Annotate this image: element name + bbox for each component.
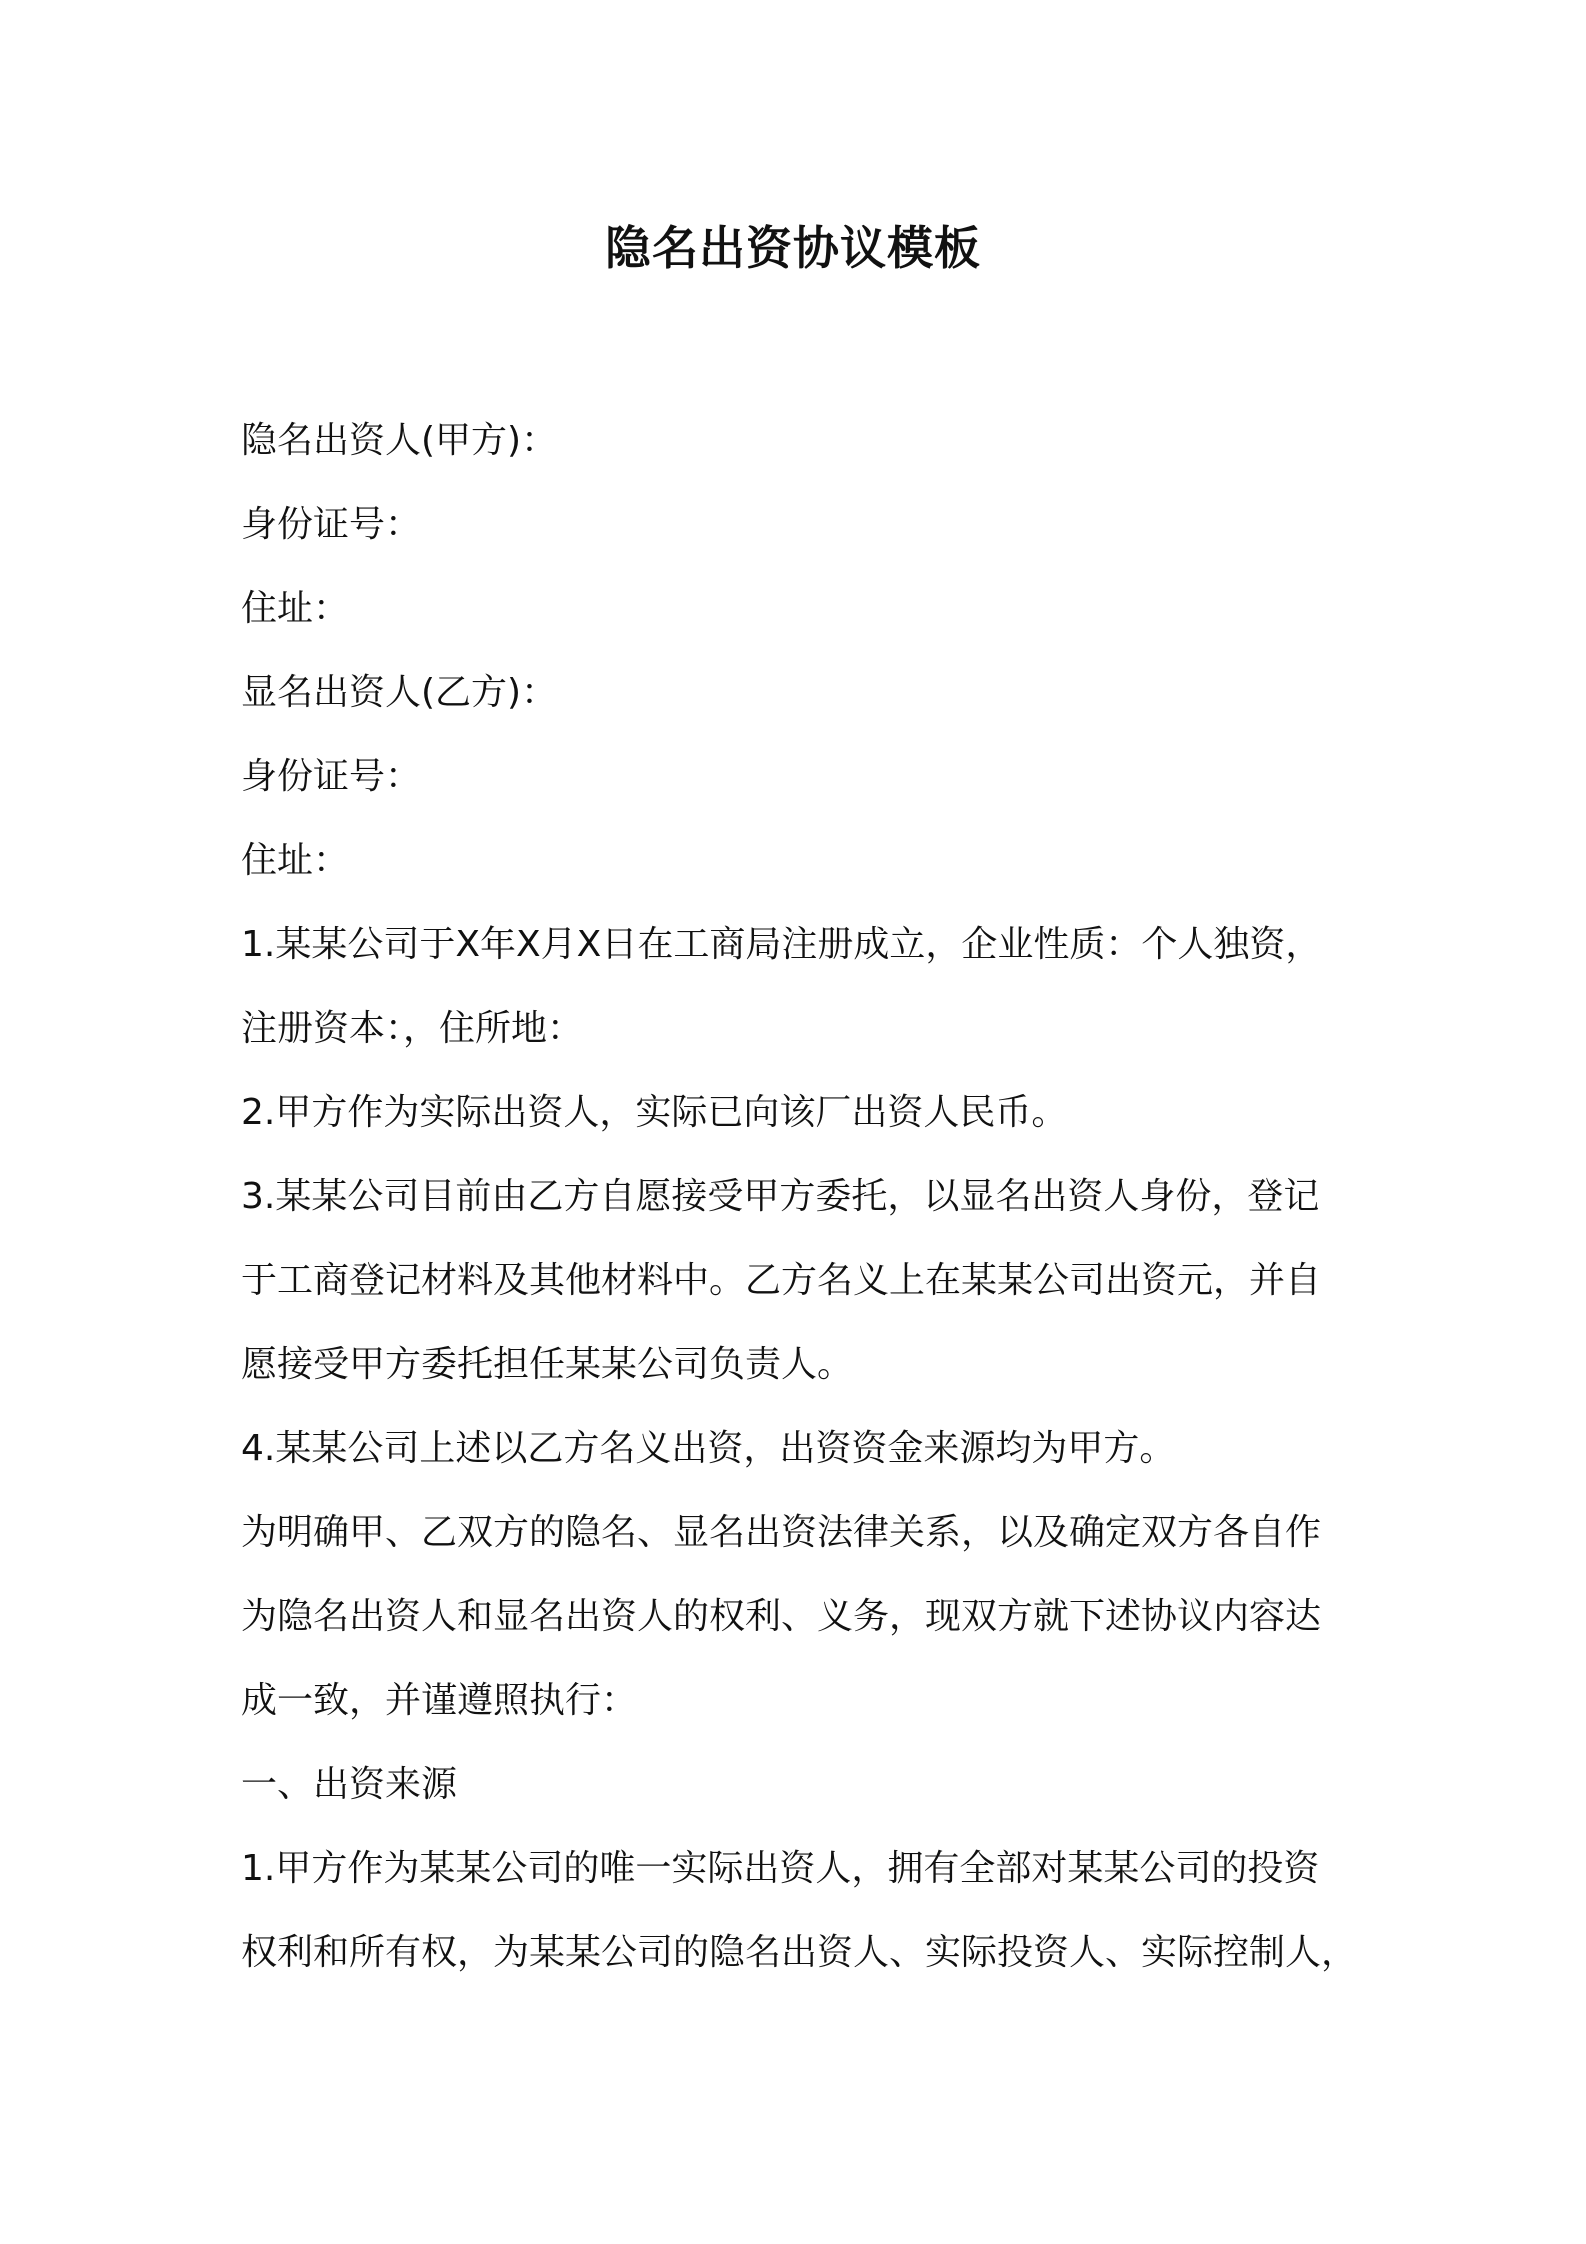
party-b-id-line: 身份证号：	[241, 756, 422, 797]
party-b-address-line: 住址：	[241, 840, 350, 881]
document-title: 隐名出资协议模板	[605, 221, 981, 275]
party-a-address-line: 住址：	[241, 588, 350, 629]
clause-3-line: 愿接受甲方委托担任某某公司负责人。	[241, 1344, 854, 1385]
section-1-clause-1-line: 权利和所有权，为某某公司的隐名出资人、实际投资人、实际控制人，	[241, 1932, 1358, 1973]
clause-4-line: 4.某某公司上述以乙方名义出资，出资资金来源均为甲方。	[241, 1428, 1176, 1469]
clause-3-line: 于工商登记材料及其他材料中。乙方名义上在某某公司出资元，并自	[241, 1260, 1322, 1301]
preamble-line: 成一致，并谨遵照执行：	[241, 1680, 638, 1721]
clause-1-line: 注册资本：，住所地：	[241, 1008, 584, 1049]
preamble-line: 为隐名出资人和显名出资人的权利、义务，现双方就下述协议内容达	[241, 1596, 1322, 1637]
section-1-clause-1-line: 1.甲方作为某某公司的唯一实际出资人，拥有全部对某某公司的投资	[241, 1848, 1320, 1889]
document-body	[241, 399, 1361, 1995]
party-b-name-line: 显名出资人(乙方)：	[241, 672, 558, 713]
party-a-name-line: 隐名出资人(甲方)：	[241, 420, 558, 461]
clause-1-line: 1.某某公司于Χ年Χ月Χ日在工商局注册成立，企业性质：个人独资，	[241, 924, 1322, 965]
preamble-line: 为明确甲、乙双方的隐名、显名出资法律关系，以及确定双方各自作	[241, 1512, 1322, 1553]
clause-3-line: 3.某某公司目前由乙方自愿接受甲方委托，以显名出资人身份，登记	[241, 1176, 1320, 1217]
party-a-id-line: 身份证号：	[241, 504, 422, 545]
clause-2-line: 2.甲方作为实际出资人，实际已向该厂出资人民币。	[241, 1092, 1068, 1133]
section-heading-funding-source: 一、出资来源	[241, 1764, 458, 1805]
